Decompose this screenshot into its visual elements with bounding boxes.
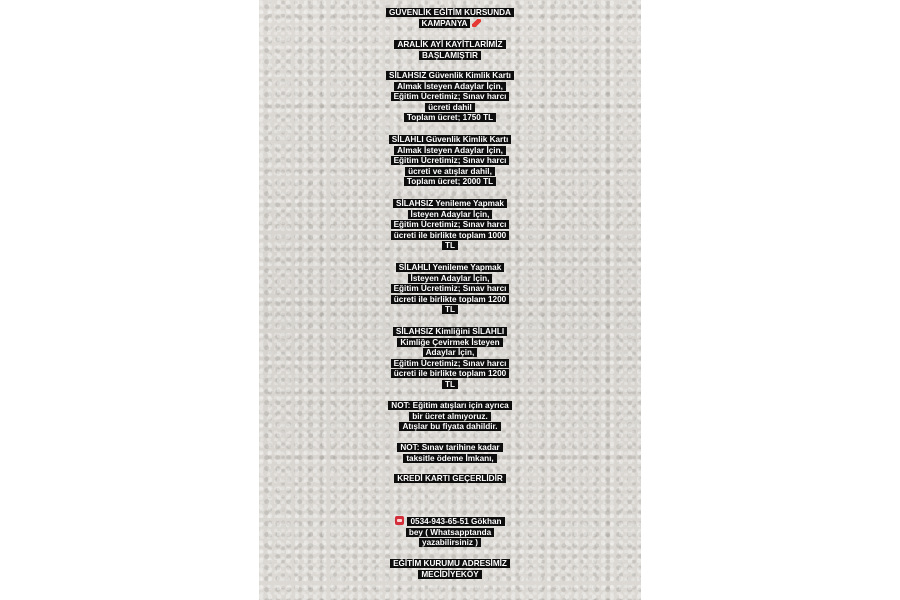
text-line: yazabilirsiniz ) — [419, 538, 481, 547]
text-line: EĞİTİM KURUMU ADRESİMİZ — [390, 559, 510, 568]
story-frame — [259, 0, 641, 600]
text-line: KAMPANYA — [419, 19, 471, 28]
text-line: TL — [442, 380, 458, 389]
text-line: ücreti ile birlikte toplam 1000 — [391, 231, 509, 240]
text-block — [259, 71, 641, 124]
text-line: BAŞLAMIŞTIR — [419, 51, 481, 60]
phone-icon — [395, 516, 404, 525]
text-line: ARALİK AYİ KAYİTLARİMİZ — [394, 40, 505, 49]
text-line: SİLAHSIZ Güvenlik Kimlik Kartı — [386, 71, 514, 80]
text-line: Eğitim Ücretimiz; Sınav harcı — [391, 220, 510, 229]
text-line: SİLAHSIZ Yenileme Yapmak — [393, 199, 507, 208]
text-line: Atışlar bu fiyata dahildir. — [399, 422, 500, 431]
text-block — [259, 263, 641, 316]
text-line: 0534-943-65-51 Gökhan — [407, 517, 504, 526]
text-block — [259, 516, 641, 549]
text-line: SİLAHLI Yenileme Yapmak — [396, 263, 505, 272]
text-block — [259, 8, 641, 29]
text-line: Eğitim Ücretimiz; Sınav harcı — [391, 359, 510, 368]
text-line: Toplam ücret; 2000 TL — [404, 177, 496, 186]
text-line: ücreti ve atışlar dahil, — [405, 167, 495, 176]
text-line: bey ( Whatsapptanda — [406, 528, 494, 537]
text-line: NOT: Eğitim atışları için ayrıca — [388, 401, 511, 410]
text-line: Adaylar İçin, — [423, 348, 478, 357]
text-line: ücreti dahil — [425, 103, 475, 112]
text-line: Eğitim Ücretimiz; Sınav harcı — [391, 284, 510, 293]
text-line: SİLAHSIZ Kimliğini SİLAHLI — [393, 327, 507, 336]
text-line: TL — [442, 305, 458, 314]
text-block — [259, 40, 641, 61]
text-line: NOT: Sınav tarihine kadar — [397, 443, 502, 452]
text-block — [259, 559, 641, 580]
text-line: Kimliğe Çevirmek İsteyen — [397, 338, 502, 347]
megaphone-icon — [472, 19, 481, 27]
text-line: İsteyen Adaylar İçin, — [408, 210, 493, 219]
text-line: MECİDİYEKÖY — [418, 570, 481, 579]
text-line: Eğitim Ücretimiz; Sınav harcı — [391, 156, 510, 165]
text-line: Eğitim Ücretimiz; Sınav harcı — [391, 92, 510, 101]
text-line: ücreti ile birlikte toplam 1200 — [391, 369, 509, 378]
text-line: taksitle ödeme İmkanı, — [403, 454, 496, 463]
text-line: KREDİ KARTI GEÇERLİDİR — [394, 474, 506, 483]
text-block — [259, 199, 641, 252]
text-line: İsteyen Adaylar İçin, — [408, 274, 493, 283]
text-line: SİLAHLI Güvenlik Kimlik Kartı — [389, 135, 511, 144]
text-line: TL — [442, 241, 458, 250]
text-block — [259, 327, 641, 391]
text-block — [259, 401, 641, 433]
text-line: bir ücret almıyoruz. — [409, 412, 491, 421]
text-block — [259, 474, 641, 485]
text-line: GÜVENLİK EĞİTİM KURSUNDA — [386, 8, 514, 17]
text-line: Toplam ücret; 1750 TL — [404, 113, 496, 122]
text-line: Almak İsteyen Adaylar İçin, — [394, 146, 506, 155]
text-block — [259, 443, 641, 464]
text-line: ücreti ile birlikte toplam 1200 — [391, 295, 509, 304]
text-line: Almak İsteyen Adaylar İçin, — [394, 82, 506, 91]
text-block — [259, 135, 641, 188]
